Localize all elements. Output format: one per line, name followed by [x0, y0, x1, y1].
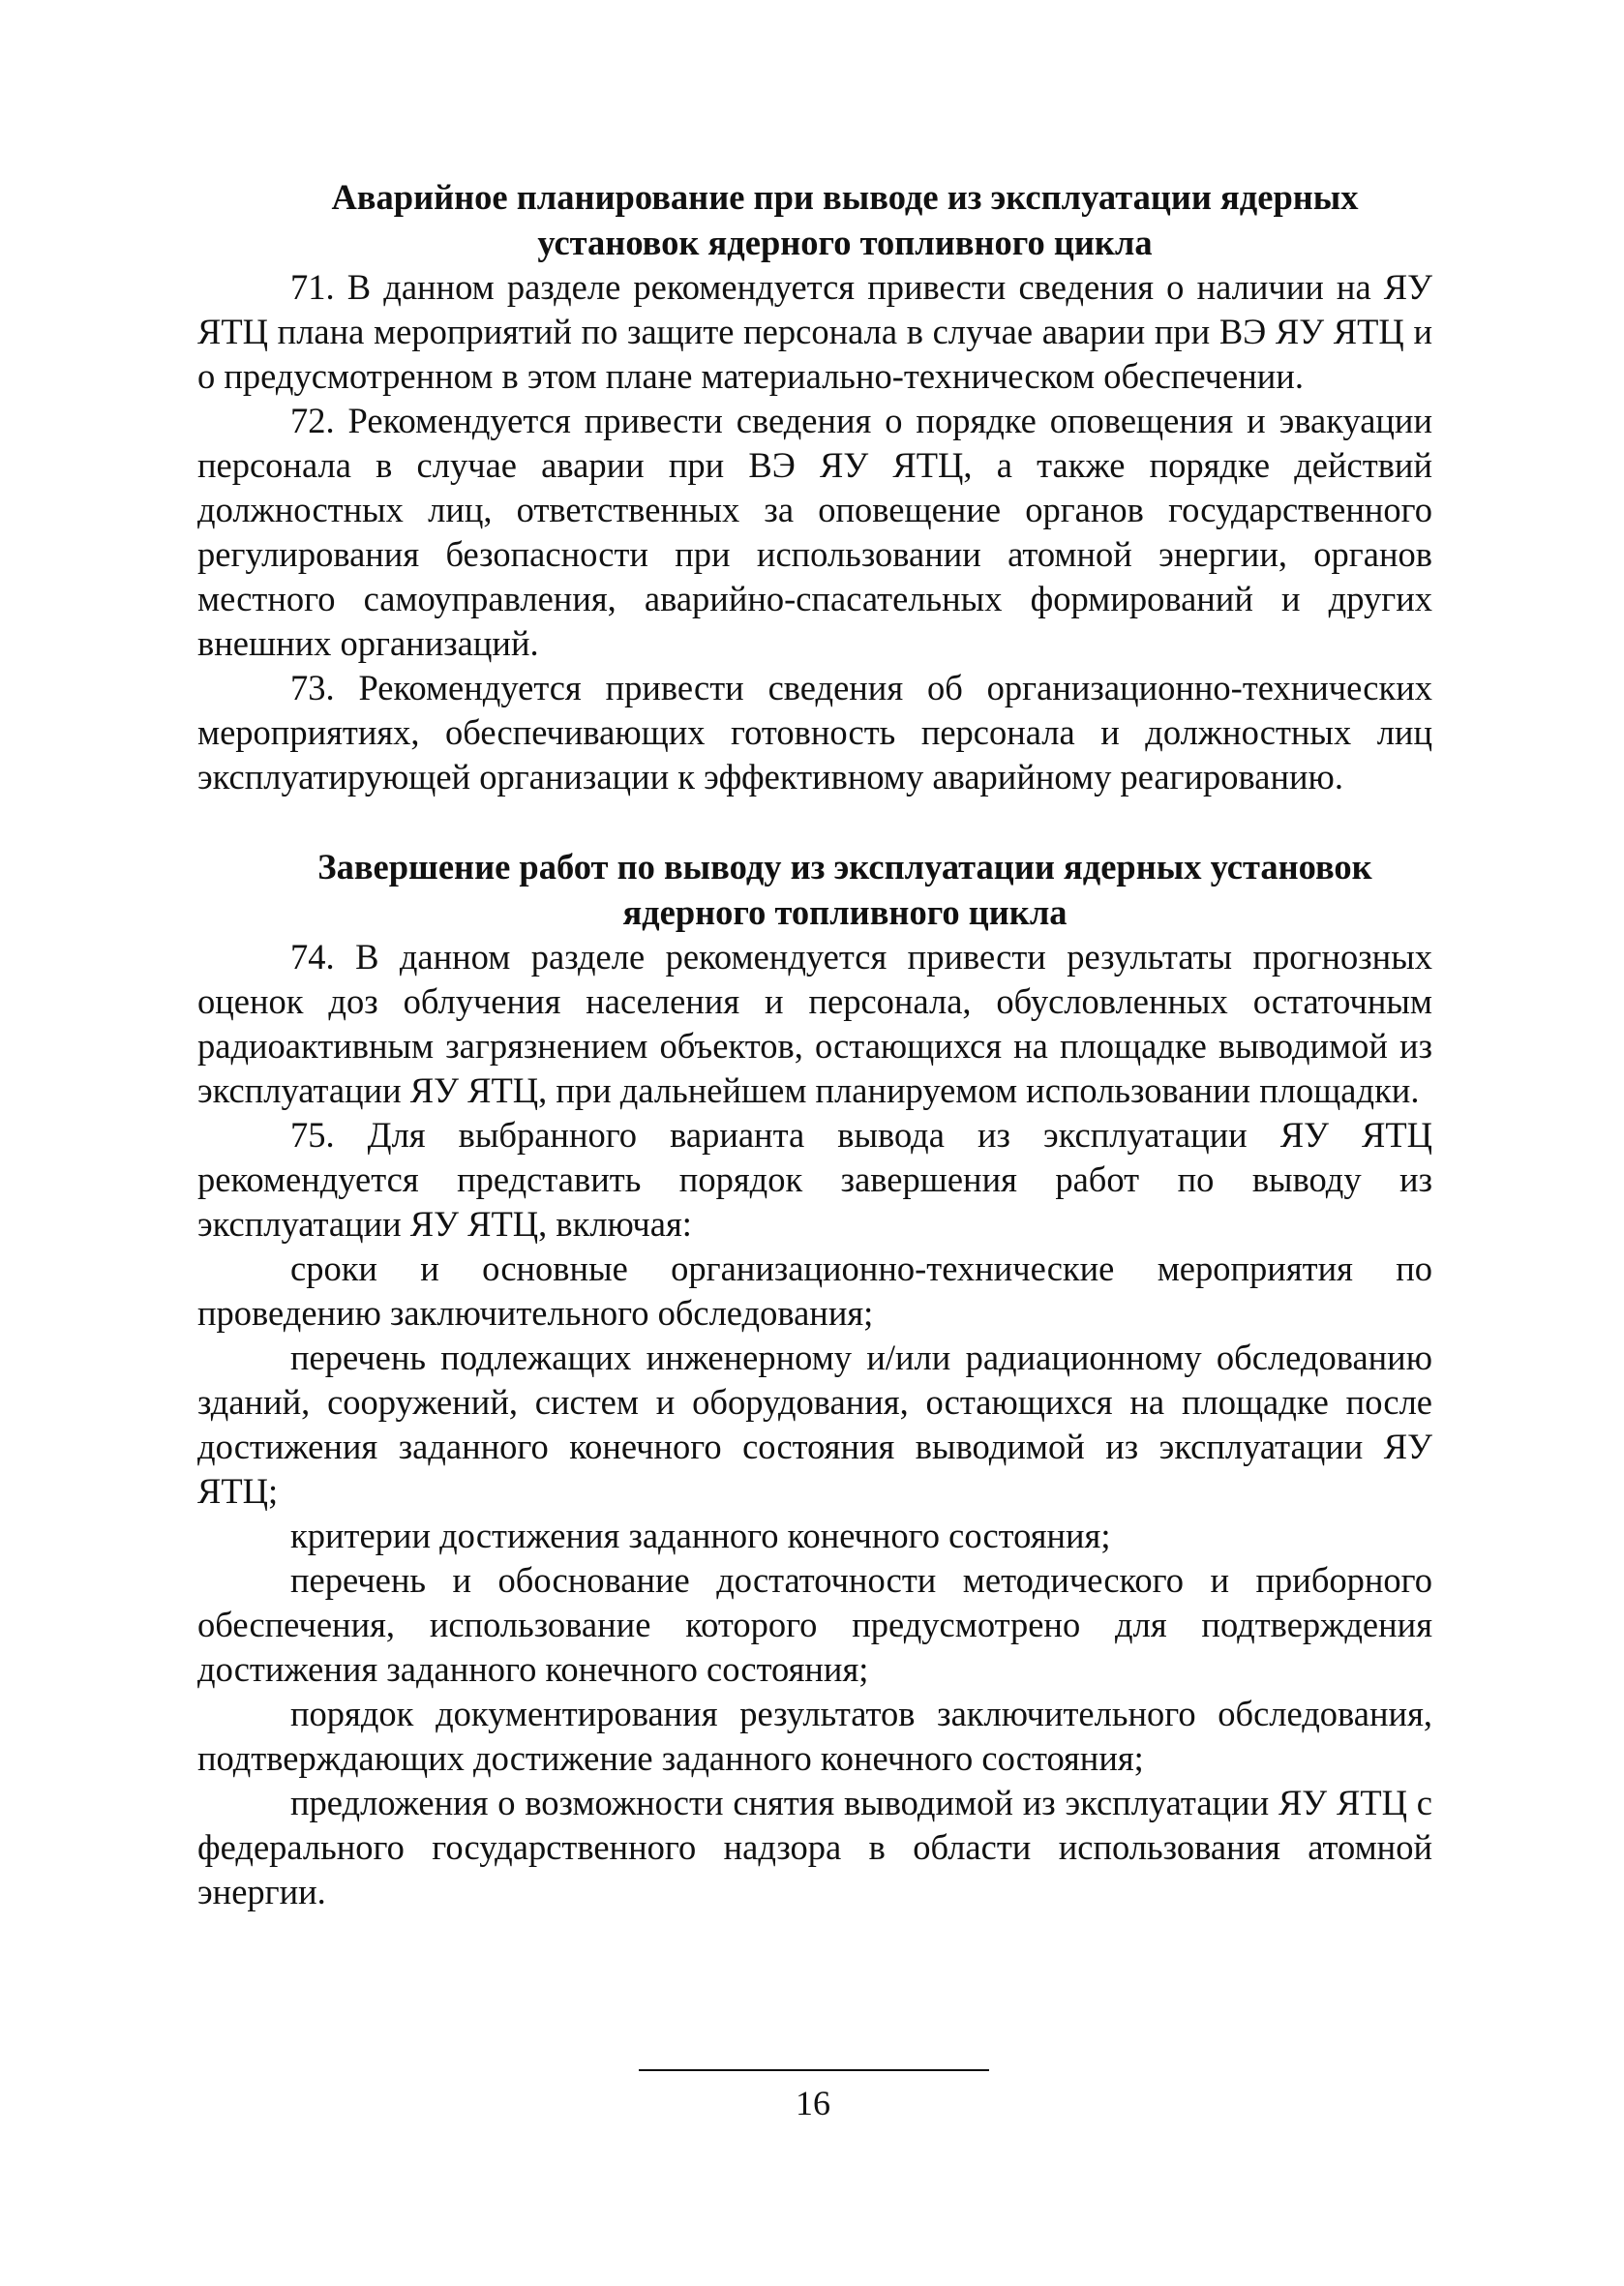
- paragraph-73: 73. Рекомендуется привести сведения об организационно-технических мероприятиях, обеспечивающих готовность персонала и должностных лиц эксплуатирующей организации к эффективному аварийному реагированию.: [197, 668, 1432, 797]
- section-heading-emergency-planning: Аварийное планирование при выводе из эксплуатации ядерных установок ядерного топливного цикла: [331, 177, 1359, 262]
- paragraph-75: 75. Для выбранного варианта вывода из эксплуатации ЯУ ЯТЦ рекомендуется представить порядок завершения работ по выводу из эксплуатации ЯУ ЯТЦ, включая:: [197, 1115, 1432, 1244]
- paragraph-74: 74. В данном разделе рекомендуется привести результаты прогнозных оценок доз облучения населения и персонала, обусловленных остаточным радиоактивным загрязнением объектов, остающихся на площадке выводимой из эксплуатации ЯУ ЯТЦ, при дальнейшем планируемом использовании площадки.: [197, 937, 1432, 1110]
- list-item-end-state-criteria: критерии достижения заданного конечного состояния;: [290, 1516, 1111, 1555]
- list-item-documentation-procedure: порядок документирования результатов заключительного обследования, подтверждающих достижение заданного конечного состояния;: [197, 1694, 1432, 1778]
- section-heading-completion-of-works: Завершение работ по выводу из эксплуатации ядерных установок ядерного топливного цикла: [317, 847, 1372, 932]
- list-item-methodological-support: перечень и обоснование достаточности методического и приборного обеспечения, использование которого предусмотрено для подтверждения достижения заданного конечного состояния;: [197, 1560, 1432, 1689]
- paragraph-72: 72. Рекомендуется привести сведения о порядке оповещения и эвакуации персонала в случае аварии при ВЭ ЯУ ЯТЦ, а также порядке действий должностных лиц, ответственных за оповещение органов государственного регулирования безопасности при использовании атомной энергии, органов местного самоуправления, аварийно-спасательных формирований и других внешних организаций.: [197, 401, 1432, 663]
- list-item-final-survey-terms: сроки и основные организационно-технические мероприятия по проведению заключительного обследования;: [197, 1248, 1432, 1333]
- document-page: [197, 174, 1432, 1914]
- page-number: 16: [796, 2084, 830, 2122]
- footer-divider: [639, 2069, 989, 2071]
- list-item-supervision-removal: предложения о возможности снятия выводимой из эксплуатации ЯУ ЯТЦ с федерального государственного надзора в области использования атомной энергии.: [197, 1783, 1432, 1911]
- list-item-survey-objects: перечень подлежащих инженерному и/или радиационному обследованию зданий, сооружений, систем и оборудования, остающихся на площадке после достижения заданного конечного состояния выводимой из эксплуатации ЯУ ЯТЦ;: [197, 1338, 1432, 1511]
- paragraph-71: 71. В данном разделе рекомендуется привести сведения о наличии на ЯУ ЯТЦ плана мероприятий по защите персонала в случае аварии при ВЭ ЯУ ЯТЦ и о предусмотренном в этом плане материально-техническом обеспечении.: [197, 267, 1432, 396]
- section-spacer: [197, 799, 1432, 844]
